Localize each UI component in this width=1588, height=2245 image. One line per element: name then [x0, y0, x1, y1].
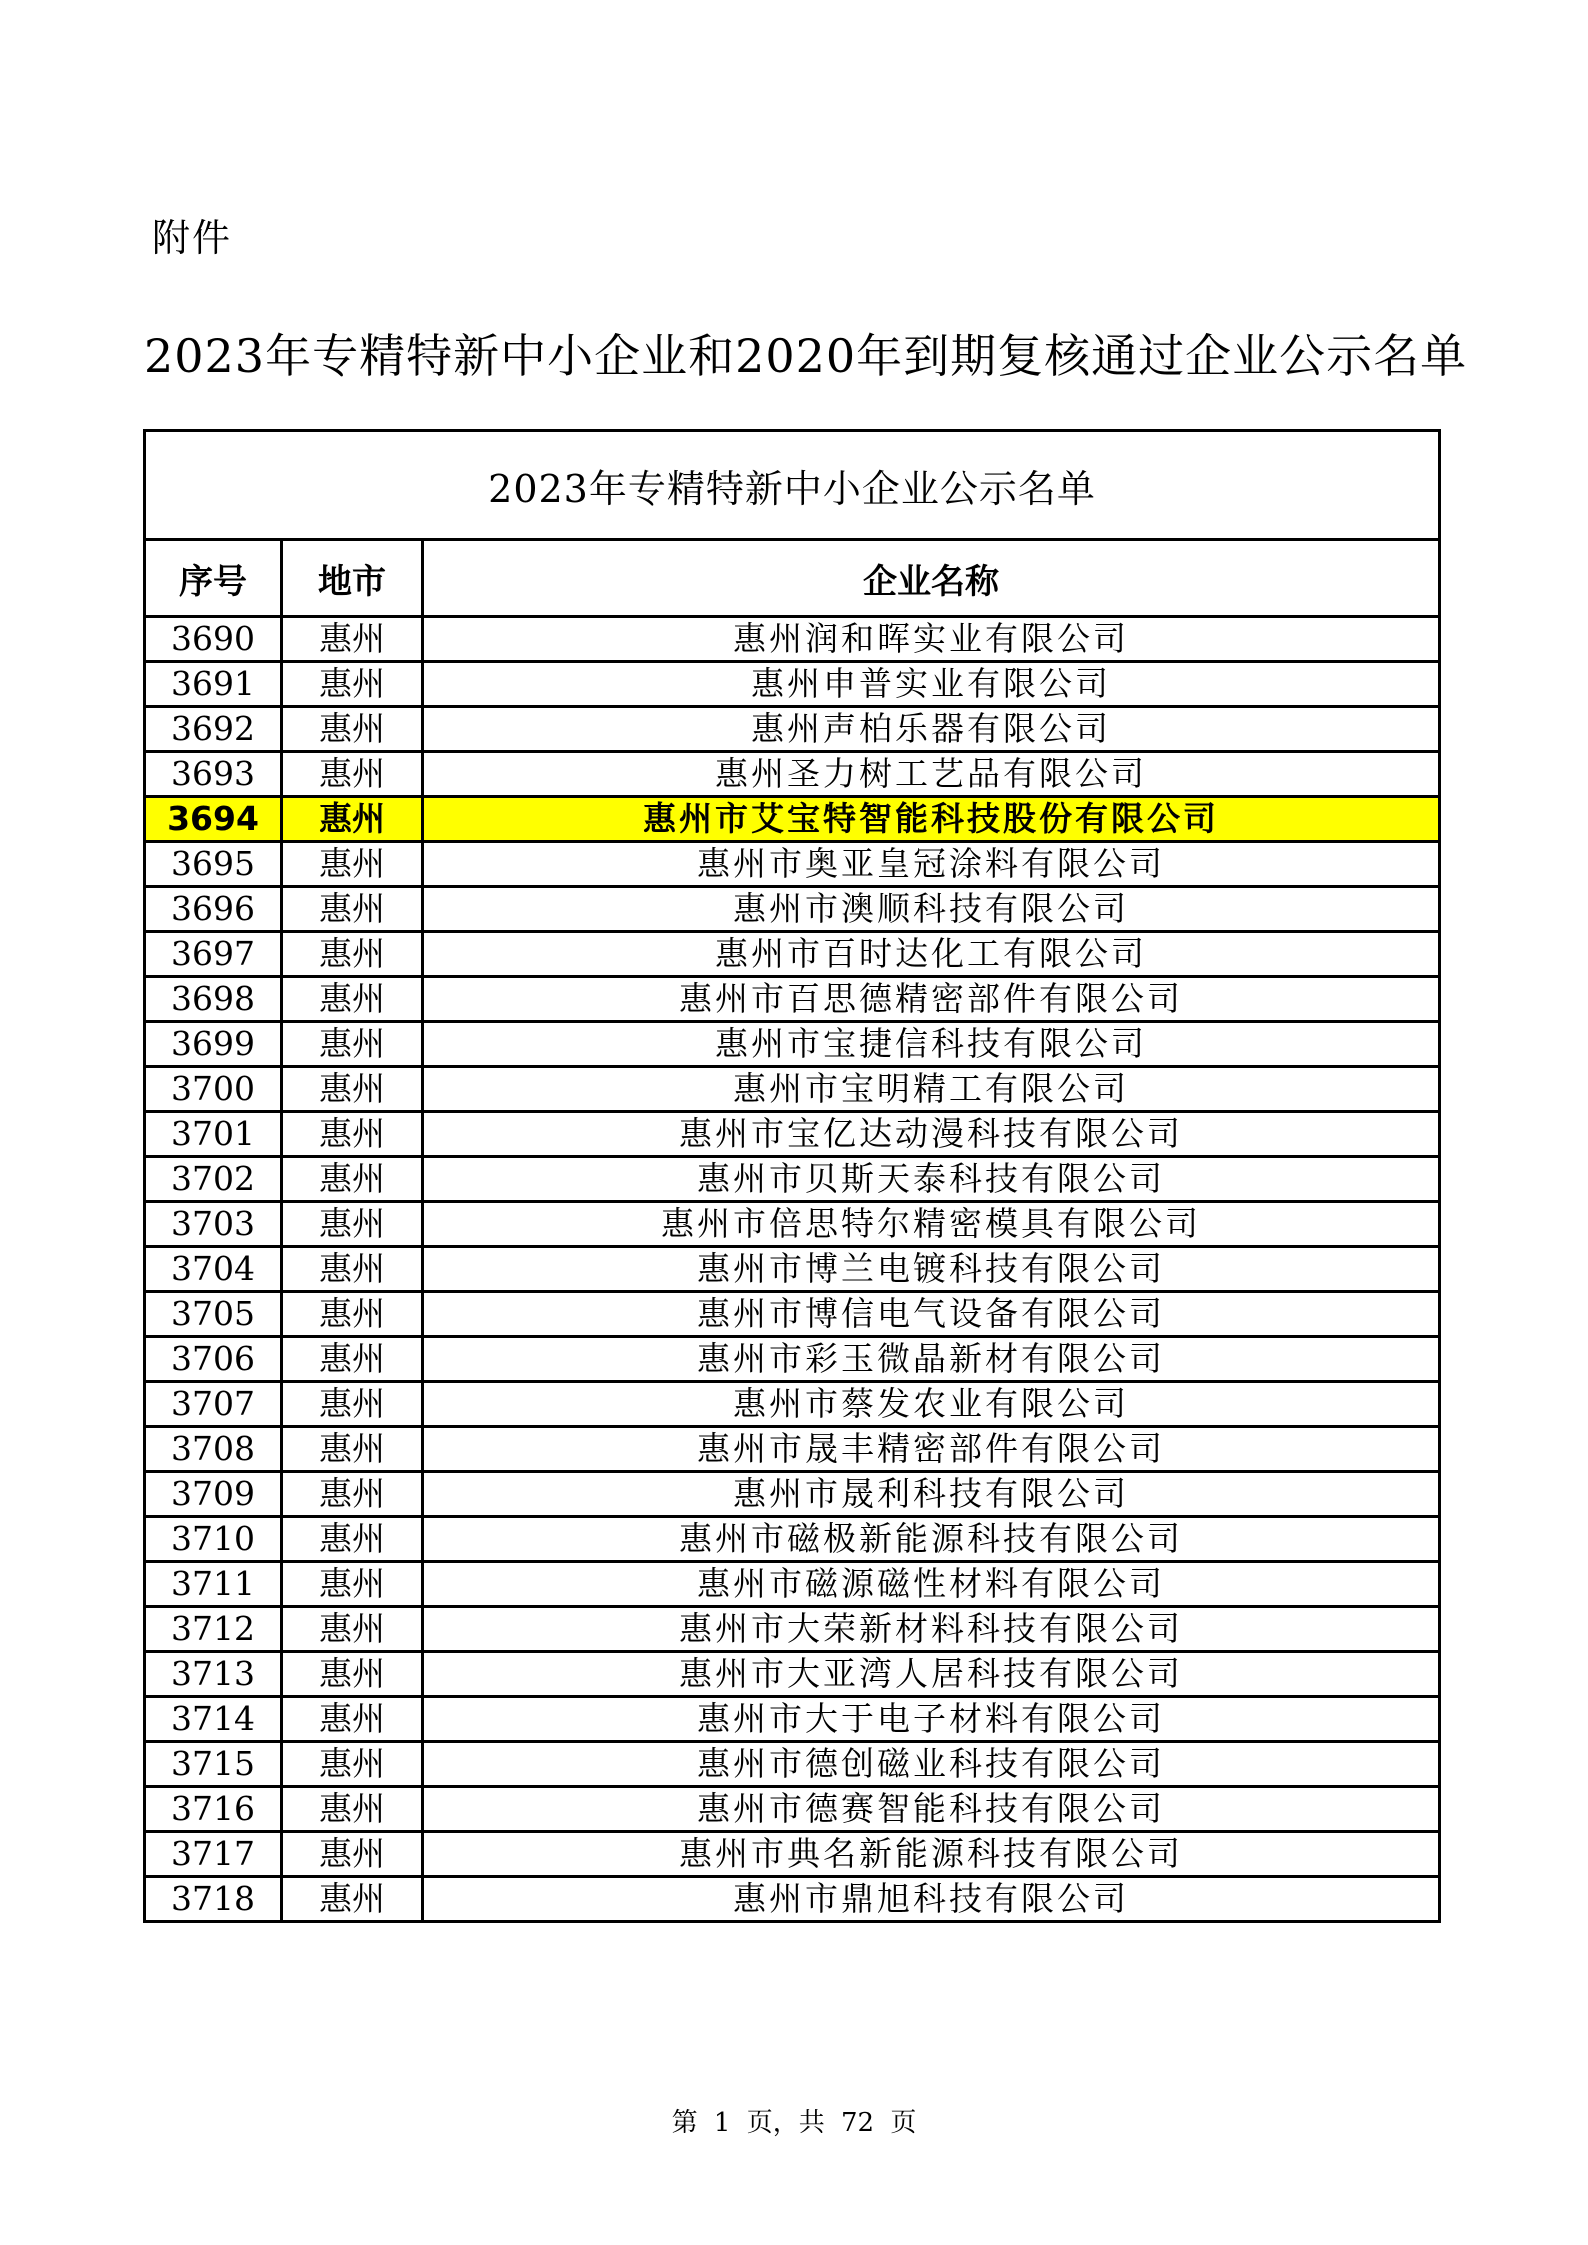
cell-city: 惠州	[282, 1697, 423, 1742]
cell-serial-number: 3715	[145, 1742, 282, 1787]
cell-enterprise-name: 惠州市宝亿达动漫科技有限公司	[423, 1112, 1440, 1157]
cell-city: 惠州	[282, 1337, 423, 1382]
table-row	[145, 1202, 1440, 1247]
table-row	[145, 1337, 1440, 1382]
table-row	[145, 752, 1440, 797]
cell-serial-number: 3713	[145, 1652, 282, 1697]
cell-serial-number: 3704	[145, 1247, 282, 1292]
table-row	[145, 1382, 1440, 1427]
cell-enterprise-name: 惠州市德创磁业科技有限公司	[423, 1742, 1440, 1787]
cell-city: 惠州	[282, 1877, 423, 1922]
cell-enterprise-name: 惠州市博信电气设备有限公司	[423, 1292, 1440, 1337]
cell-serial-number: 3711	[145, 1562, 282, 1607]
cell-serial-number: 3707	[145, 1382, 282, 1427]
cell-city: 惠州	[282, 977, 423, 1022]
cell-serial-number: 3712	[145, 1607, 282, 1652]
cell-enterprise-name: 惠州市倍思特尔精密模具有限公司	[423, 1202, 1440, 1247]
cell-city: 惠州	[282, 1067, 423, 1112]
table-row	[145, 1697, 1440, 1742]
cell-enterprise-name: 惠州市彩玉微晶新材有限公司	[423, 1337, 1440, 1382]
table-row	[145, 1112, 1440, 1157]
cell-enterprise-name: 惠州市百时达化工有限公司	[423, 932, 1440, 977]
cell-enterprise-name: 惠州申普实业有限公司	[423, 662, 1440, 707]
cell-city: 惠州	[282, 752, 423, 797]
cell-city: 惠州	[282, 932, 423, 977]
cell-serial-number: 3690	[145, 617, 282, 662]
cell-serial-number: 3695	[145, 842, 282, 887]
cell-serial-number: 3703	[145, 1202, 282, 1247]
table-row	[145, 887, 1440, 932]
cell-enterprise-name: 惠州市鼎旭科技有限公司	[423, 1877, 1440, 1922]
cell-serial-number: 3691	[145, 662, 282, 707]
cell-enterprise-name: 惠州润和晖实业有限公司	[423, 617, 1440, 662]
cell-enterprise-name: 惠州市博兰电镀科技有限公司	[423, 1247, 1440, 1292]
cell-city: 惠州	[282, 1427, 423, 1472]
table-row	[145, 1652, 1440, 1697]
cell-city: 惠州	[282, 1832, 423, 1877]
page-indicator: 第 1 页，共 72 页	[671, 2108, 917, 2138]
table-row	[145, 1067, 1440, 1112]
cell-enterprise-name: 惠州市奥亚皇冠涂料有限公司	[423, 842, 1440, 887]
cell-serial-number: 3699	[145, 1022, 282, 1067]
cell-serial-number: 3702	[145, 1157, 282, 1202]
cell-enterprise-name: 惠州市澳顺科技有限公司	[423, 887, 1440, 932]
column-header-enterprise-name: 企业名称	[423, 540, 1440, 617]
cell-serial-number: 3708	[145, 1427, 282, 1472]
cell-serial-number: 3700	[145, 1067, 282, 1112]
cell-serial-number: 3716	[145, 1787, 282, 1832]
cell-city: 惠州	[282, 1157, 423, 1202]
cell-city: 惠州	[282, 1562, 423, 1607]
cell-city: 惠州	[282, 617, 423, 662]
table-body	[145, 617, 1440, 1922]
cell-city: 惠州	[282, 842, 423, 887]
table-row-highlighted	[145, 797, 1440, 842]
cell-enterprise-name: 惠州市大荣新材料科技有限公司	[423, 1607, 1440, 1652]
cell-city: 惠州	[282, 1517, 423, 1562]
cell-city: 惠州	[282, 887, 423, 932]
cell-city: 惠州	[282, 797, 423, 842]
enterprise-list-table	[143, 429, 1441, 1923]
cell-enterprise-name: 惠州声柏乐器有限公司	[423, 707, 1440, 752]
cell-serial-number: 3709	[145, 1472, 282, 1517]
cell-enterprise-name: 惠州市艾宝特智能科技股份有限公司	[423, 797, 1440, 842]
table-row	[145, 842, 1440, 887]
document-title: 2023年专精特新中小企业和2020年到期复核通过企业公示名单	[144, 329, 1468, 383]
cell-enterprise-name: 惠州市宝明精工有限公司	[423, 1067, 1440, 1112]
cell-serial-number: 3701	[145, 1112, 282, 1157]
table-row	[145, 1562, 1440, 1607]
cell-city: 惠州	[282, 1607, 423, 1652]
cell-city: 惠州	[282, 1382, 423, 1427]
cell-serial-number: 3692	[145, 707, 282, 752]
cell-serial-number: 3706	[145, 1337, 282, 1382]
cell-serial-number: 3693	[145, 752, 282, 797]
table-row	[145, 1607, 1440, 1652]
cell-enterprise-name: 惠州市大亚湾人居科技有限公司	[423, 1652, 1440, 1697]
cell-serial-number: 3718	[145, 1877, 282, 1922]
cell-city: 惠州	[282, 1112, 423, 1157]
table-row	[145, 707, 1440, 752]
cell-enterprise-name: 惠州市晟丰精密部件有限公司	[423, 1427, 1440, 1472]
cell-serial-number: 3717	[145, 1832, 282, 1877]
cell-serial-number: 3697	[145, 932, 282, 977]
table-row	[145, 1247, 1440, 1292]
table-row	[145, 1877, 1440, 1922]
table-row	[145, 977, 1440, 1022]
cell-city: 惠州	[282, 662, 423, 707]
cell-enterprise-name: 惠州市百思德精密部件有限公司	[423, 977, 1440, 1022]
cell-enterprise-name: 惠州市宝捷信科技有限公司	[423, 1022, 1440, 1067]
cell-city: 惠州	[282, 1022, 423, 1067]
cell-serial-number: 3696	[145, 887, 282, 932]
table-row	[145, 617, 1440, 662]
attachment-label: 附件	[152, 216, 233, 260]
table-row	[145, 932, 1440, 977]
cell-serial-number: 3710	[145, 1517, 282, 1562]
table-section-title: 2023年专精特新中小企业公示名单	[145, 431, 1440, 540]
cell-enterprise-name: 惠州市蔡发农业有限公司	[423, 1382, 1440, 1427]
column-header-city: 地市	[282, 540, 423, 617]
cell-enterprise-name: 惠州市磁源磁性材料有限公司	[423, 1562, 1440, 1607]
cell-enterprise-name: 惠州市贝斯天泰科技有限公司	[423, 1157, 1440, 1202]
table-row	[145, 1022, 1440, 1067]
cell-city: 惠州	[282, 1787, 423, 1832]
cell-enterprise-name: 惠州市大于电子材料有限公司	[423, 1697, 1440, 1742]
cell-city: 惠州	[282, 1472, 423, 1517]
table-header-row	[145, 540, 1440, 617]
cell-city: 惠州	[282, 1247, 423, 1292]
table-row	[145, 1787, 1440, 1832]
cell-city: 惠州	[282, 1202, 423, 1247]
table-row	[145, 1157, 1440, 1202]
table-row	[145, 662, 1440, 707]
cell-enterprise-name: 惠州市典名新能源科技有限公司	[423, 1832, 1440, 1877]
table-row	[145, 1742, 1440, 1787]
cell-enterprise-name: 惠州市德赛智能科技有限公司	[423, 1787, 1440, 1832]
cell-enterprise-name: 惠州圣力树工艺品有限公司	[423, 752, 1440, 797]
cell-serial-number: 3705	[145, 1292, 282, 1337]
cell-serial-number: 3694	[145, 797, 282, 842]
table-row	[145, 1472, 1440, 1517]
table-row	[145, 1832, 1440, 1877]
cell-serial-number: 3698	[145, 977, 282, 1022]
cell-city: 惠州	[282, 1652, 423, 1697]
table-row	[145, 1517, 1440, 1562]
table-row	[145, 1292, 1440, 1337]
table-row	[145, 1427, 1440, 1472]
cell-enterprise-name: 惠州市晟利科技有限公司	[423, 1472, 1440, 1517]
table-section-title-row	[145, 431, 1440, 540]
cell-city: 惠州	[282, 707, 423, 752]
cell-enterprise-name: 惠州市磁极新能源科技有限公司	[423, 1517, 1440, 1562]
cell-city: 惠州	[282, 1742, 423, 1787]
cell-serial-number: 3714	[145, 1697, 282, 1742]
column-header-serial: 序号	[145, 540, 282, 617]
cell-city: 惠州	[282, 1292, 423, 1337]
